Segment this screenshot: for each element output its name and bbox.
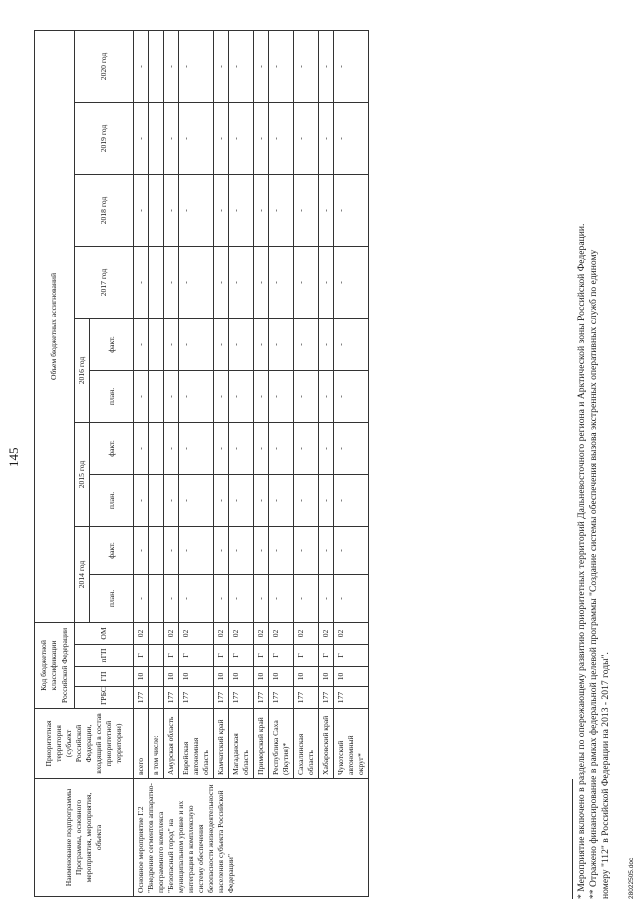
value-cell: - [179, 527, 214, 575]
header-plan-2015: план. [90, 475, 134, 527]
value-cell: - [229, 175, 254, 247]
value-cell: - [319, 30, 334, 102]
header-om: ОМ [75, 623, 134, 645]
territory-cell: Камчатский край [214, 709, 229, 779]
value-cell: - [214, 575, 229, 623]
grbs-cell: 177 [319, 687, 334, 709]
value-cell: - [164, 423, 179, 475]
header-2014: 2014 год [75, 527, 90, 623]
value-cell: - [179, 247, 214, 319]
value-cell: - [214, 423, 229, 475]
value-cell: - [254, 527, 269, 575]
value-cell [149, 319, 164, 371]
table-row [294, 30, 319, 896]
value-cell: - [164, 30, 179, 102]
value-cell: - [134, 247, 149, 319]
value-cell: - [254, 30, 269, 102]
value-cell: - [334, 423, 369, 475]
value-cell: - [214, 247, 229, 319]
value-cell: - [269, 175, 294, 247]
territory-cell: Амурская область [164, 709, 179, 779]
pgp-cell: Г [294, 645, 319, 667]
value-cell: - [214, 103, 229, 175]
value-cell: - [229, 475, 254, 527]
main-event-name: Основное мероприятие Г.2 "Внедрение сегментов аппаратно-программного комплекса "Безопасный город" на муниципальном уровне и их интеграция в комплексную систему обеспечения безопасности жизнедеятельности населения субъекта Российской Федерации" [134, 779, 369, 897]
pgp-cell: Г [214, 645, 229, 667]
gp-cell: 10 [334, 667, 369, 687]
gp-cell: 10 [254, 667, 269, 687]
table-row [254, 30, 269, 896]
value-cell: - [214, 175, 229, 247]
value-cell: - [179, 175, 214, 247]
table-row [229, 30, 254, 896]
pgp-cell: Г [319, 645, 334, 667]
pgp-cell: Г [179, 645, 214, 667]
om-cell: 02 [179, 623, 214, 645]
value-cell: - [269, 30, 294, 102]
om-cell: 02 [294, 623, 319, 645]
header-2019: 2019 год [75, 103, 134, 175]
value-cell: - [229, 423, 254, 475]
value-cell: - [164, 527, 179, 575]
territory-cell: Магаданская область [229, 709, 254, 779]
value-cell: - [319, 575, 334, 623]
value-cell: - [294, 319, 319, 371]
territory-cell: Республика Саха (Якутия)* [269, 709, 294, 779]
table-row [319, 30, 334, 896]
value-cell: - [164, 371, 179, 423]
gp-cell: 10 [164, 667, 179, 687]
value-cell: - [294, 527, 319, 575]
header-budget-code: Код бюджетной классификации Российской Федерации [35, 623, 75, 709]
grbs-cell: 177 [214, 687, 229, 709]
value-cell: - [294, 30, 319, 102]
om-cell [149, 623, 164, 645]
gp-cell: 10 [179, 667, 214, 687]
pgp-cell: Г [134, 645, 149, 667]
table-row [269, 30, 294, 896]
value-cell: - [269, 575, 294, 623]
value-cell: - [269, 475, 294, 527]
value-cell [149, 575, 164, 623]
value-cell: - [254, 247, 269, 319]
value-cell: - [254, 575, 269, 623]
value-cell: - [334, 475, 369, 527]
grbs-cell: 177 [269, 687, 294, 709]
om-cell: 02 [214, 623, 229, 645]
table-row [164, 30, 179, 896]
header-fact-2014: факт. [90, 527, 134, 575]
header-2017: 2017 год [75, 247, 134, 319]
territory-cell: всего [134, 709, 149, 779]
value-cell [149, 475, 164, 527]
value-cell [149, 175, 164, 247]
value-cell: - [294, 423, 319, 475]
value-cell: - [334, 319, 369, 371]
value-cell: - [134, 319, 149, 371]
value-cell: - [254, 423, 269, 475]
value-cell: - [164, 475, 179, 527]
value-cell [149, 30, 164, 102]
value-cell: - [319, 371, 334, 423]
value-cell [149, 371, 164, 423]
value-cell: - [294, 575, 319, 623]
value-cell: - [134, 103, 149, 175]
value-cell: - [269, 527, 294, 575]
value-cell: - [179, 371, 214, 423]
table-row [149, 30, 164, 896]
pgp-cell [149, 645, 164, 667]
footnote-2-continued: номеру "112" в Российской Федерации на 2013 - 2017 годы". [599, 652, 611, 899]
value-cell: - [164, 103, 179, 175]
value-cell: - [319, 247, 334, 319]
value-cell: - [134, 30, 149, 102]
value-cell: - [214, 475, 229, 527]
territory-cell: Приморский край [254, 709, 269, 779]
value-cell: - [229, 527, 254, 575]
value-cell: - [334, 371, 369, 423]
value-cell: - [164, 575, 179, 623]
header-gp: ГП [75, 667, 134, 687]
value-cell [149, 103, 164, 175]
grbs-cell: 177 [164, 687, 179, 709]
value-cell: - [229, 575, 254, 623]
value-cell: - [334, 575, 369, 623]
footnote-1: * Мероприятие включено в разделы по опережающему развитию приоритетных территорий Дальневосточного региона и Арктической зоны Российской Федерации. [576, 223, 587, 899]
value-cell: - [179, 423, 214, 475]
value-cell: - [164, 319, 179, 371]
value-cell: - [134, 527, 149, 575]
value-cell: - [334, 247, 369, 319]
gp-cell: 10 [269, 667, 294, 687]
value-cell: - [134, 475, 149, 527]
value-cell: - [179, 475, 214, 527]
value-cell: - [179, 319, 214, 371]
territory-cell: Хабаровский край [319, 709, 334, 779]
footnotes [572, 19, 612, 899]
value-cell: - [229, 371, 254, 423]
value-cell: - [214, 319, 229, 371]
value-cell: - [269, 371, 294, 423]
value-cell: - [179, 575, 214, 623]
value-cell [149, 527, 164, 575]
header-fact-2016: факт. [90, 319, 134, 371]
om-cell: 02 [229, 623, 254, 645]
value-cell: - [319, 527, 334, 575]
page-number: 145 [6, 447, 21, 467]
value-cell: - [214, 30, 229, 102]
gp-cell: 10 [294, 667, 319, 687]
territory-cell: Сахалинская область [294, 709, 319, 779]
grbs-cell: 177 [229, 687, 254, 709]
grbs-cell: 177 [134, 687, 149, 709]
value-cell: - [134, 175, 149, 247]
value-cell: - [134, 423, 149, 475]
value-cell: - [164, 175, 179, 247]
header-plan-2016: план. [90, 371, 134, 423]
table-row [334, 30, 369, 896]
value-cell: - [319, 175, 334, 247]
value-cell: - [269, 247, 294, 319]
header-pgp: пГП [75, 645, 134, 667]
value-cell: - [334, 527, 369, 575]
value-cell: - [179, 103, 214, 175]
gp-cell: 10 [319, 667, 334, 687]
value-cell: - [229, 30, 254, 102]
value-cell: - [254, 103, 269, 175]
header-name: Наименование подпрограммы Программы, основного мероприятия, мероприятия, объекта [35, 779, 134, 897]
table-row [179, 30, 214, 896]
value-cell: - [229, 247, 254, 319]
header-2020: 2020 год [75, 30, 134, 102]
value-cell [149, 423, 164, 475]
value-cell [149, 247, 164, 319]
value-cell: - [319, 103, 334, 175]
grbs-cell: 177 [254, 687, 269, 709]
value-cell: - [319, 319, 334, 371]
value-cell: - [319, 423, 334, 475]
om-cell: 02 [269, 623, 294, 645]
header-2018: 2018 год [75, 175, 134, 247]
value-cell: - [134, 575, 149, 623]
grbs-cell: 177 [179, 687, 214, 709]
value-cell: - [229, 319, 254, 371]
value-cell: - [294, 175, 319, 247]
pgp-cell: Г [269, 645, 294, 667]
territory-cell: Чукотский автономный округ* [334, 709, 369, 779]
value-cell: - [254, 475, 269, 527]
value-cell: - [334, 30, 369, 102]
value-cell: - [229, 103, 254, 175]
value-cell: - [269, 319, 294, 371]
value-cell: - [294, 475, 319, 527]
value-cell: - [254, 371, 269, 423]
document-filename: 28022505.doc [628, 857, 635, 899]
budget-table [34, 30, 369, 897]
header-2016: 2016 год [75, 319, 90, 423]
value-cell: - [319, 475, 334, 527]
value-cell: - [269, 103, 294, 175]
om-cell: 02 [254, 623, 269, 645]
value-cell: - [334, 175, 369, 247]
pgp-cell: Г [254, 645, 269, 667]
value-cell: - [164, 247, 179, 319]
gp-cell: 10 [229, 667, 254, 687]
value-cell: - [179, 30, 214, 102]
value-cell: - [294, 371, 319, 423]
table-row [134, 30, 149, 896]
grbs-cell: 177 [334, 687, 369, 709]
gp-cell [149, 667, 164, 687]
footnote-2: ** Отражено финансирование в рамках федеральной целевой программы "Создание системы обеспечения вызова экстренных оперативных служб по единому [587, 249, 599, 899]
territory-cell: Еврейская автономная область [179, 709, 214, 779]
header-plan-2014: план. [90, 575, 134, 623]
pgp-cell: Г [334, 645, 369, 667]
gp-cell: 10 [134, 667, 149, 687]
om-cell: 02 [134, 623, 149, 645]
header-grbs: ГРБС [75, 687, 134, 709]
value-cell: - [214, 527, 229, 575]
territory-cell: в том числе: [149, 709, 164, 779]
value-cell: - [134, 371, 149, 423]
grbs-cell [149, 687, 164, 709]
header-fact-2015: факт. [90, 423, 134, 475]
footnote-rule [572, 779, 573, 899]
om-cell: 02 [319, 623, 334, 645]
header-2015: 2015 год [75, 423, 90, 527]
value-cell: - [269, 423, 294, 475]
header-priority: Приоритетная территория (субъект Российской Федерации, входящий в состав приоритетной территории) [35, 709, 134, 779]
grbs-cell: 177 [294, 687, 319, 709]
header-volume: Объем бюджетных ассигнований [35, 30, 75, 622]
value-cell: - [254, 175, 269, 247]
value-cell: - [294, 103, 319, 175]
value-cell: - [254, 319, 269, 371]
gp-cell: 10 [214, 667, 229, 687]
value-cell: - [214, 371, 229, 423]
value-cell: - [334, 103, 369, 175]
table-row [214, 30, 229, 896]
pgp-cell: Г [229, 645, 254, 667]
om-cell: 02 [334, 623, 369, 645]
om-cell: 02 [164, 623, 179, 645]
pgp-cell: Г [164, 645, 179, 667]
value-cell: - [294, 247, 319, 319]
